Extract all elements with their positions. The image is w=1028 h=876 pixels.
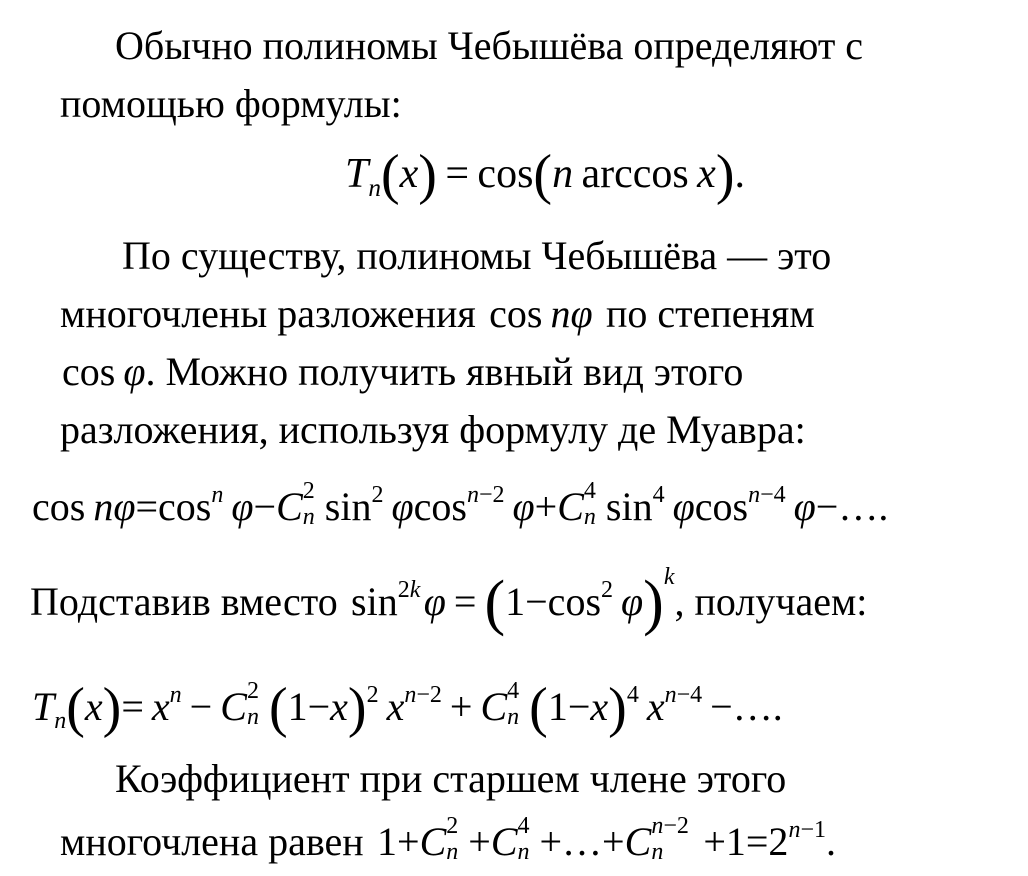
inline-formula-cos-nphi: cos nφ xyxy=(485,291,593,336)
paragraph2-line3 xyxy=(62,348,743,396)
paragraph2-line1: По существу, полиномы Чебышёва — это xyxy=(122,233,832,278)
paragraph2-line2 xyxy=(60,290,815,338)
formula-explicit-polynomial: $T_n(x)= x^n - C$ 2 n $(1-x)^2$ $x^{n-2} + C$ 4 n $(1-x)^4$ $x^{n-4}$ −…. xyxy=(32,677,783,739)
paragraph3-line2-before: многочлена равен xyxy=(60,819,364,864)
formula-de-moivre-expansion: $\cos n\varphi=\cos^n$ φ−C 2 n $\sin^2 \varphi\cos^{n-2}$ φ+C 4 n $\sin^4 \varphi\cos^{n-4}$ φ−…. xyxy=(32,477,889,531)
paragraph3-line2 xyxy=(60,812,836,866)
substitution-line xyxy=(30,563,868,637)
inline-formula-cos-phi: cos φ xyxy=(62,349,146,394)
formula-leading-coefficient: 1+C 2 n +C 4 n +…+C n−2 n $+1=2^{n-1}$. xyxy=(373,812,836,866)
inline-formula-sin-substitution: $\sin^{2k}$ $\varphi = (1-\cos^2$ φ)$^k$ xyxy=(347,563,675,637)
paragraph2-line3-after: . Можно получить явный вид этого xyxy=(145,349,744,394)
paragraph2-line4: разложения, используя формулу де Муавра: xyxy=(60,407,806,452)
paragraph2-line2-after: по степеням xyxy=(605,291,815,336)
substitution-after: , получаем: xyxy=(674,579,868,624)
paragraph1-line2: помощью формулы: xyxy=(60,81,402,126)
paragraph3-line1: Коэффициент при старшем члене этого xyxy=(115,756,787,801)
substitution-before: Подставив вместо xyxy=(30,579,338,624)
paragraph2-line2-before: многочлены разложения xyxy=(60,291,476,336)
formula-chebyshev-definition: $T_n(x) = \cos(n$ arccos x). xyxy=(345,144,745,206)
paragraph1-line1: Обычно полиномы Чебышёва определяют с xyxy=(115,23,864,68)
